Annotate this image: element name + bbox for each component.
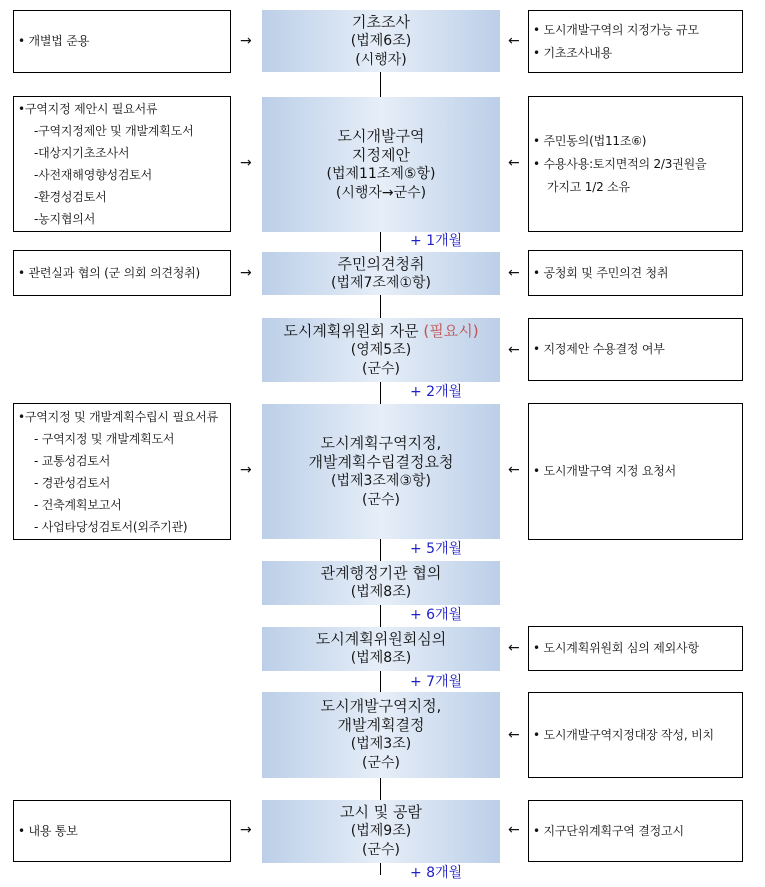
- arrow-right-icon: →: [240, 33, 252, 49]
- bullet: •: [18, 409, 25, 424]
- note-text: 도시개발구역의 지정가능 규모: [543, 22, 699, 37]
- duration-label: + 6개월: [410, 607, 463, 623]
- bullet: •: [533, 133, 540, 148]
- note-item: [533, 637, 742, 660]
- note-text: 지정제안 수용결정 여부: [543, 342, 665, 356]
- bullet: •: [533, 342, 540, 356]
- step-title: 도시개발구역: [337, 126, 425, 145]
- note-item: [533, 42, 742, 65]
- step-title-main: 도시계획위원회 자문: [283, 321, 419, 340]
- arrow-left-icon: ←: [508, 462, 520, 478]
- note-item: - 경관성검토서: [34, 475, 111, 490]
- bullet: •: [18, 102, 25, 116]
- note-item: [533, 460, 742, 483]
- note-text: 관련실과 협의 (군 의회 의견청취): [28, 265, 201, 280]
- step-actor: (군수): [362, 755, 400, 771]
- note-item: -대상지기초조사서: [34, 146, 130, 160]
- note-item: -사전재해영향성검토서: [34, 168, 153, 182]
- note-text: 도시계획위원회 심의 제외사항: [543, 641, 699, 655]
- note-heading: [18, 406, 230, 428]
- bullet: •: [533, 641, 540, 655]
- note-item: - 사업타당성검토서(외주기관): [34, 519, 188, 534]
- bullet: •: [533, 823, 540, 838]
- step-title: 주민의견청취: [337, 254, 425, 273]
- note-text: 주민동의(법11조⑥): [543, 133, 647, 148]
- bullet: •: [18, 265, 25, 280]
- note-item: -환경성검토서: [34, 190, 107, 204]
- duration-label: + 8개월: [410, 865, 463, 881]
- step-agency-consultation: [262, 561, 500, 605]
- step-actor: (군수): [362, 360, 400, 377]
- note-item: [533, 724, 742, 747]
- right-note-step3: [528, 250, 743, 296]
- right-note-step2: [528, 96, 743, 232]
- note-text: 구역지정 및 개발계획수립시 필요서류: [24, 409, 219, 424]
- left-note-step1: [13, 10, 231, 73]
- right-note-step4: [528, 318, 743, 381]
- note-item: - 건축계획보고서: [34, 497, 122, 512]
- left-note-step9: [13, 800, 231, 862]
- step-title: 도시계획위원회심의: [315, 630, 447, 648]
- step-law: (법제11조제⑤항): [326, 165, 436, 182]
- left-note-step2: [13, 96, 231, 232]
- note-text: 수용사용:토지면적의 2/3권원을: [543, 156, 707, 171]
- note-item: [18, 30, 230, 53]
- arrow-right-icon: →: [240, 155, 252, 171]
- step-law: (법제6조): [350, 32, 412, 49]
- step-law: (법제3조제③항): [330, 472, 431, 489]
- note-item: -구역지정제안 및 개발계획도서: [34, 124, 194, 138]
- duration-label: + 5개월: [410, 541, 463, 557]
- note-text: 도시개발구역지정대장 작성, 비치: [543, 727, 714, 742]
- step-actor: (군수): [362, 491, 400, 508]
- arrow-left-icon: ←: [508, 640, 520, 656]
- arrow-left-icon: ←: [508, 727, 520, 743]
- step-law: (법제3조): [350, 736, 412, 752]
- note-text: 기초조사내용: [543, 45, 612, 60]
- arrow-left-icon: ←: [508, 155, 520, 171]
- note-item: [533, 153, 742, 176]
- right-note-step8: [528, 692, 743, 778]
- step-law: (영제5조): [350, 341, 412, 358]
- step-title-2: 개발계획수립결정요청: [308, 452, 454, 471]
- step-title: 도시계획구역지정,: [320, 433, 442, 452]
- note-item-continued: 가지고 1/2 소유: [547, 179, 630, 194]
- right-note-step5: [528, 403, 743, 540]
- step-title-2: 개발계획결정: [337, 716, 425, 734]
- note-item: [533, 19, 742, 42]
- duration-label: + 1개월: [410, 233, 463, 249]
- step-law: (법제8조): [350, 584, 412, 600]
- note-text: 공청회 및 주민의견 청취: [543, 265, 669, 280]
- step-title: 고시 및 공람: [340, 803, 422, 821]
- step-actor: (시행자): [355, 51, 407, 68]
- step-title: 관계행정기관 협의: [320, 564, 442, 582]
- right-note-step1: [528, 10, 743, 73]
- note-item: [18, 262, 230, 285]
- step-title: [283, 322, 478, 341]
- step-title-optional: (필요시): [423, 321, 479, 340]
- note-heading: [18, 98, 230, 120]
- left-note-step3: [13, 250, 231, 296]
- step-title-2: 지정제안: [352, 145, 410, 164]
- arrow-left-icon: ←: [508, 342, 520, 358]
- bullet: •: [533, 22, 540, 37]
- duration-label: + 2개월: [410, 384, 463, 400]
- step-resident-opinion: [262, 252, 500, 295]
- arrow-left-icon: ←: [508, 265, 520, 281]
- step-designation-proposal: [262, 97, 500, 232]
- note-item: [533, 262, 742, 285]
- duration-label: + 7개월: [410, 674, 463, 690]
- arrow-left-icon: ←: [508, 33, 520, 49]
- step-law: (법제9조): [350, 823, 412, 839]
- bullet: •: [533, 156, 540, 171]
- step-law: (법제8조): [350, 650, 412, 666]
- step-designation-decision: [262, 692, 500, 778]
- step-law: (법제7조제①항): [330, 274, 431, 291]
- note-item: - 교통성검토서: [34, 453, 111, 468]
- note-text: 개별법 준용: [28, 34, 90, 48]
- bullet: •: [18, 34, 25, 48]
- note-item: [18, 820, 230, 843]
- step-actor: (군수): [362, 842, 400, 858]
- right-note-step9: [528, 800, 743, 862]
- note-item: - 구역지정 및 개발계획도서: [34, 431, 175, 446]
- bullet: •: [533, 265, 540, 280]
- step-title: 도시개발구역지정,: [320, 697, 442, 715]
- step-designation-request: [262, 404, 500, 539]
- step-committee-review: [262, 627, 500, 671]
- note-text: 구역지정 제안시 필요서류: [24, 102, 158, 116]
- arrow-right-icon: →: [240, 462, 252, 478]
- note-text: 내용 통보: [28, 823, 78, 838]
- arrow-right-icon: →: [240, 265, 252, 281]
- arrow-right-icon: →: [240, 822, 252, 838]
- note-text: 지구단위계획구역 결정고시: [543, 823, 684, 838]
- note-item: [533, 130, 742, 153]
- bullet: •: [533, 727, 540, 742]
- bullet: •: [533, 45, 540, 60]
- step-notice-inspection: [262, 800, 500, 863]
- step-committee-advice: [262, 318, 500, 382]
- note-text: 도시개발구역 지정 요청서: [543, 464, 677, 478]
- step-actor: (시행자→군수): [335, 184, 427, 201]
- right-note-step7: [528, 626, 743, 671]
- arrow-left-icon: ←: [508, 822, 520, 838]
- note-item: -농지협의서: [34, 212, 96, 226]
- note-item: [533, 820, 742, 843]
- step-basic-survey: [262, 10, 500, 72]
- note-item: [533, 338, 742, 361]
- bullet: •: [18, 823, 25, 838]
- step-title: 기초조사: [352, 12, 410, 31]
- bullet: •: [533, 464, 540, 478]
- left-note-step5: [13, 403, 231, 540]
